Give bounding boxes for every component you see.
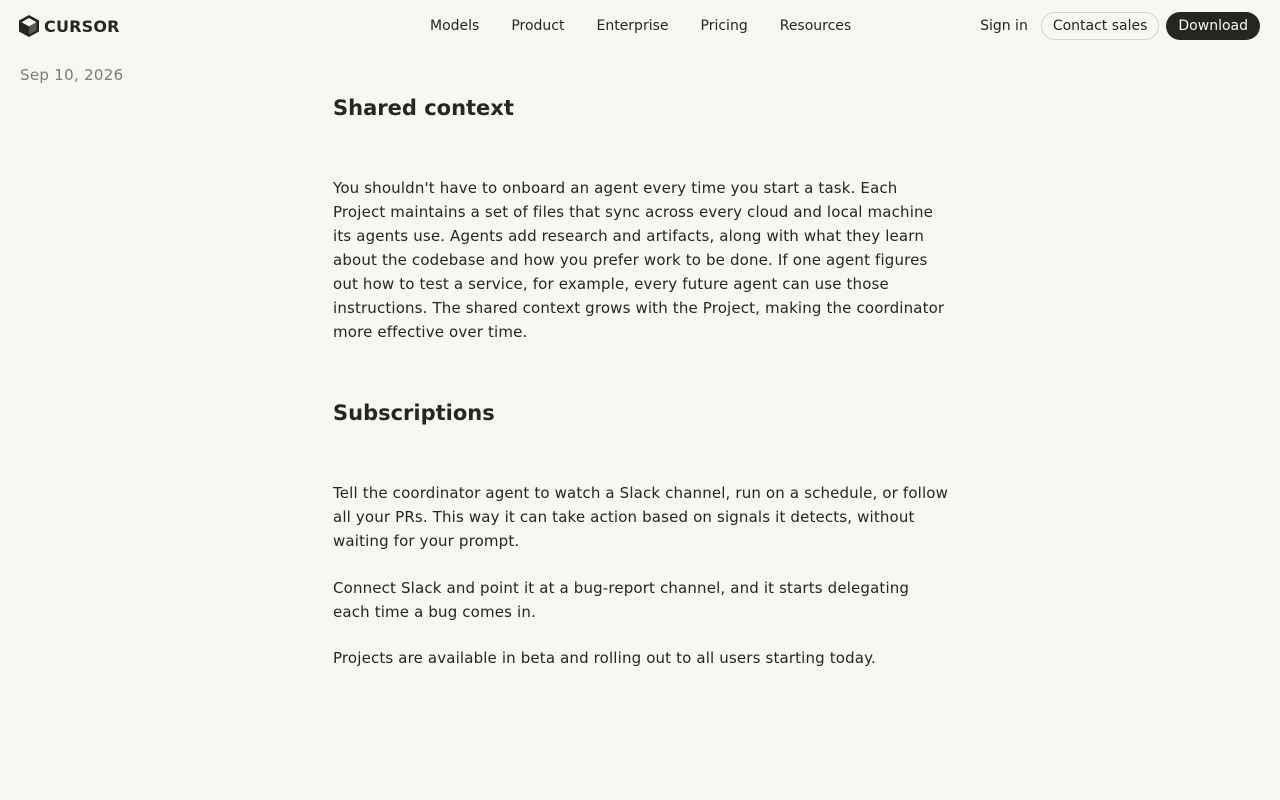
nav-item-pricing[interactable]: Pricing — [700, 18, 748, 34]
section-heading-subscriptions: Subscriptions — [333, 401, 495, 425]
cursor-cube-icon — [18, 14, 40, 38]
section-paragraph: You shouldn't have to onboard an agent every time you start a task. Each Project maintains a set of files that sync across every cloud and local machine its agents use. Agents add research and artifacts, along with what they learn about the codebase and how you prefer work to be done. If one agent figures out how to test a service, for example, every future agent can use those instructions. The shared context grows with the Project, making the coordinator more effective over time. — [333, 179, 945, 341]
contact-sales-button[interactable]: Contact sales — [1041, 12, 1160, 40]
nav-item-models[interactable]: Models — [430, 18, 480, 34]
section-paragraph: Projects are available in beta and rolling out to all users starting today. — [333, 649, 876, 667]
nav-item-enterprise[interactable]: Enterprise — [596, 18, 669, 34]
site-header — [0, 0, 1280, 52]
nav-item-resources[interactable]: Resources — [779, 18, 852, 34]
download-button[interactable]: Download — [1166, 12, 1260, 40]
section-paragraph: Connect Slack and point it at a bug-report channel, and it starts delegating each time a bug comes in. — [333, 579, 910, 621]
brand-logo-link[interactable] — [18, 14, 120, 38]
main-nav — [414, 0, 867, 52]
brand-name: CURSOR — [44, 16, 120, 36]
section-paragraph: Tell the coordinator agent to watch a Slack channel, run on a schedule, or follow all your PRs. This way it can take action based on signals it detects, without waiting for your prompt. — [333, 484, 949, 550]
header-actions — [974, 12, 1260, 40]
sign-in-link[interactable]: Sign in — [980, 18, 1028, 34]
post-date: Sep 10, 2026 — [20, 66, 124, 84]
nav-item-product[interactable]: Product — [511, 18, 565, 34]
section-heading-shared-context: Shared context — [333, 96, 514, 120]
post-body — [333, 94, 949, 670]
